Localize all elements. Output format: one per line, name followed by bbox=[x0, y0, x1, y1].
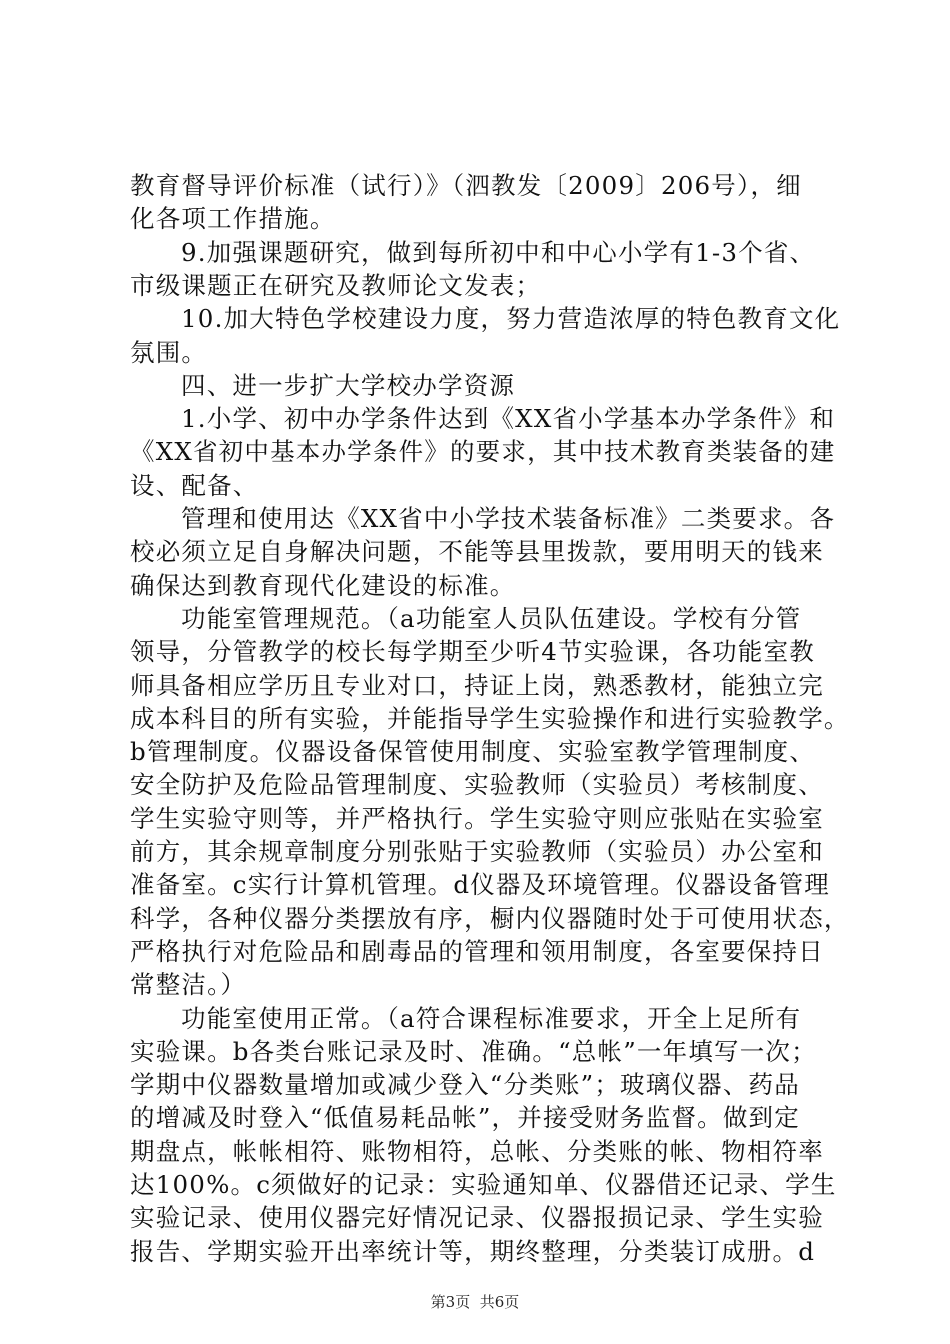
text-line: 准备室。c实行计算机管理。d仪器及环境管理。仪器设备管理 bbox=[130, 870, 831, 900]
text-line: 化各项工作措施。 bbox=[130, 204, 336, 234]
text-line: 实验课。b各类台账记录及时、准确。“总帐”一年填写一次； bbox=[130, 1036, 817, 1066]
text-line: 领导，分管教学的校长每学期至少听4节实验课，各功能室教 bbox=[130, 637, 815, 667]
text-line: 报告、学期实验开出率统计等，期终整理，分类装订成册。d bbox=[130, 1236, 816, 1266]
text-line: 严格执行对危险品和剧毒品的管理和领用制度，各室要保持日 bbox=[130, 936, 824, 966]
text-line: 前方，其余规章制度分别张贴于实验教师（实验员）办公室和 bbox=[130, 837, 824, 866]
text-line: 9.加强课题研究，做到每所初中和中心小学有1-3个省、 bbox=[181, 237, 816, 267]
text-line: 师具备相应学历且专业对口，持证上岗，熟悉教材，能独立完 bbox=[130, 670, 824, 700]
text-line: 管理和使用达《XX省中小学技术装备标准》二类要求。各 bbox=[181, 504, 836, 533]
page-total: 共6页 bbox=[479, 1293, 520, 1311]
text-line: 10.加大特色学校建设力度，努力营造浓厚的特色教育文化 bbox=[181, 304, 841, 334]
text-line: 的增减及时登入“低值易耗品帐”，并接受财务监督。做到定 bbox=[130, 1103, 800, 1133]
text-line: 氛围。 bbox=[130, 337, 208, 367]
text-line: 教育督导评价标准（试行）》（泗教发〔2009〕206号），细 bbox=[130, 171, 802, 200]
text-line: 常整洁。） bbox=[130, 970, 247, 1000]
page-number: 第3页 bbox=[430, 1293, 471, 1311]
text-line: b管理制度。仪器设备保管使用制度、实验室教学管理制度、 bbox=[130, 737, 816, 767]
page-footer bbox=[0, 1293, 950, 1311]
text-line: 实验记录、使用仪器完好情况记录、仪器报损记录、学生实验 bbox=[130, 1203, 824, 1233]
text-line: 学生实验守则等，并严格执行。学生实验守则应张贴在实验室 bbox=[130, 803, 824, 833]
text-line: 功能室管理规范。（a功能室人员队伍建设。学校有分管 bbox=[181, 603, 802, 633]
text-line: 科学，各种仪器分类摆放有序，橱内仪器随时处于可使用状态， bbox=[130, 903, 850, 933]
section-heading: 四、进一步扩大学校办学资源 bbox=[181, 370, 516, 400]
text-line: 功能室使用正常。（a符合课程标准要求，开全上足所有 bbox=[181, 1003, 802, 1033]
text-line: 期盘点，帐帐相符、账物相符，总帐、分类账的帐、物相符率 bbox=[130, 1136, 824, 1166]
text-line: 《XX省初中基本办学条件》的要求，其中技术教育类装备的建 bbox=[130, 437, 836, 467]
text-line: 市级课题正在研究及教师论文发表； bbox=[130, 270, 542, 300]
text-line: 设、配备、 bbox=[130, 470, 259, 500]
text-line: 校必须立足自身解决问题，不能等县里拨款，要用明天的钱来 bbox=[130, 537, 824, 567]
text-line: 1.小学、初中办学条件达到《XX省小学基本办学条件》和 bbox=[181, 404, 836, 434]
text-line: 学期中仪器数量增加或减少登入“分类账”；玻璃仪器、药品 bbox=[130, 1070, 800, 1100]
text-line: 达100%。c须做好的记录：实验通知单、仪器借还记录、学生 bbox=[130, 1170, 837, 1199]
text-line: 安全防护及危险品管理制度、实验教师（实验员）考核制度、 bbox=[130, 770, 824, 800]
text-line: 确保达到教育现代化建设的标准。 bbox=[130, 570, 516, 600]
text-line: 成本科目的所有实验，并能指导学生实验操作和进行实验教学。 bbox=[130, 703, 850, 733]
